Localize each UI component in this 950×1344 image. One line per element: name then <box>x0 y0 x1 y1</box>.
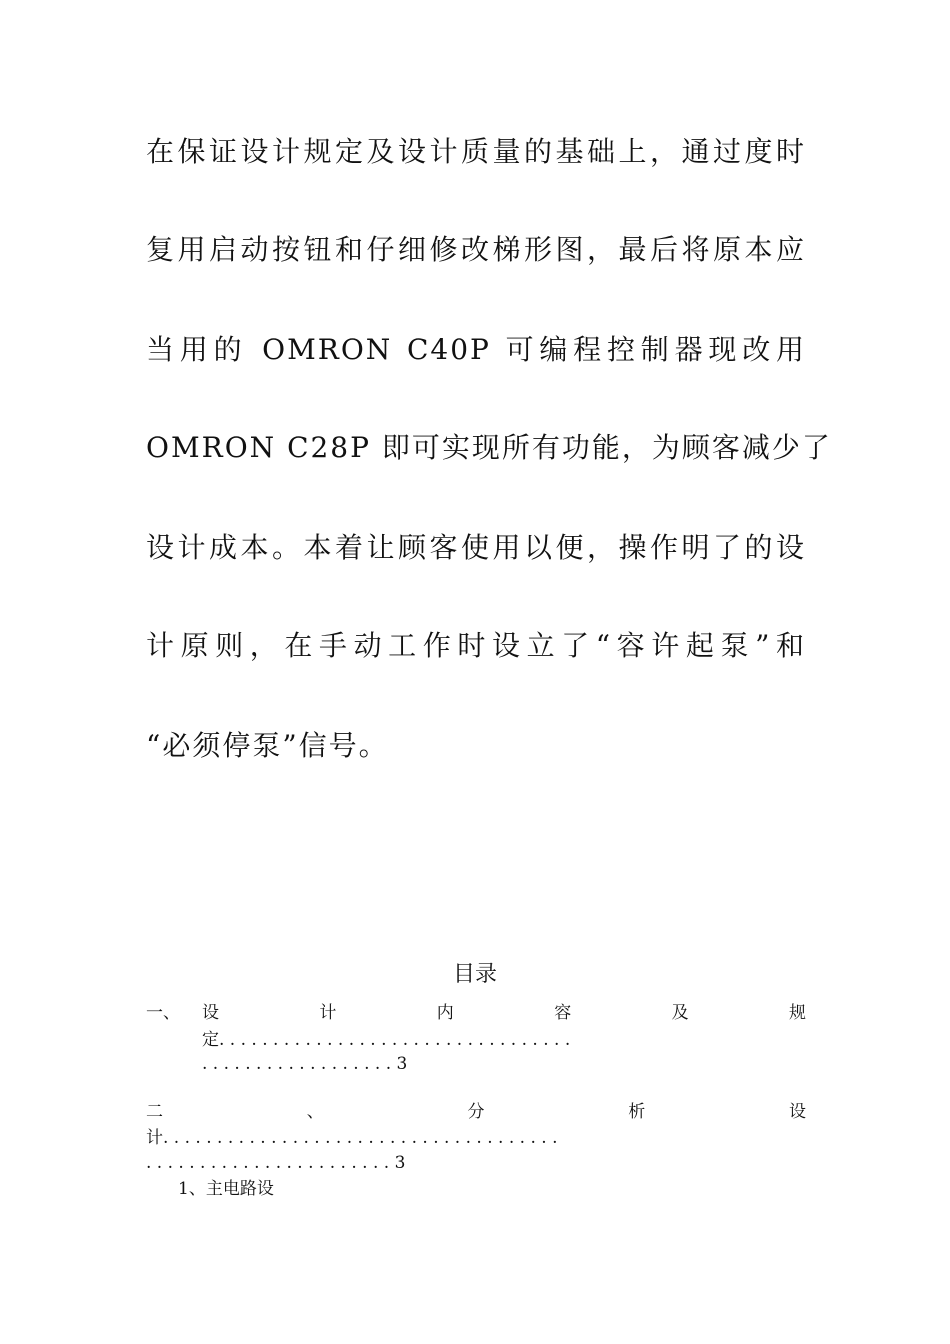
body-line-6: 计原则，在手动工作时设立了“容许起泵”和 <box>146 629 806 662</box>
toc-entry-2-page: . . . . . . . . . . . . . . . . . . . . . . . 3 <box>146 1153 406 1173</box>
toc-entry-2-leader: 计. . . . . . . . . . . . . . . . . . . . . . . . . . . . . . . . . . . . . <box>146 1128 558 1148</box>
toc-entry-1-heading: 设 计 内 容 及 规 <box>202 1003 806 1023</box>
body-line-5: 设计成本。本着让顾客使用以便，操作明了的设 <box>146 531 806 564</box>
body-line-4: OMRON C28P 即可实现所有功能，为顾客减少了 <box>146 431 832 464</box>
toc-entry-1-page: . . . . . . . . . . . . . . . . . . 3 <box>202 1054 408 1074</box>
body-line-1: 在保证设计规定及设计质量的基础上，通过度时 <box>146 135 806 168</box>
toc-entry-3-heading: 1、主电路设 <box>178 1179 274 1199</box>
body-line-3: 当用的 OMRON C40P 可编程控制器现改用 <box>146 333 806 366</box>
body-line-7: “必须停泵”信号。 <box>146 729 389 762</box>
toc-entry-1-number: 一、 <box>146 1003 180 1023</box>
body-line-2: 复用启动按钮和仔细修改梯形图，最后将原本应 <box>146 233 806 266</box>
toc-entry-1-leader: 定. . . . . . . . . . . . . . . . . . . . . . . . . . . . . . . . . <box>202 1030 571 1050</box>
toc-entry-2-heading: 二 、 分 析 设 <box>146 1102 806 1122</box>
toc-title: 目录 <box>452 962 497 987</box>
